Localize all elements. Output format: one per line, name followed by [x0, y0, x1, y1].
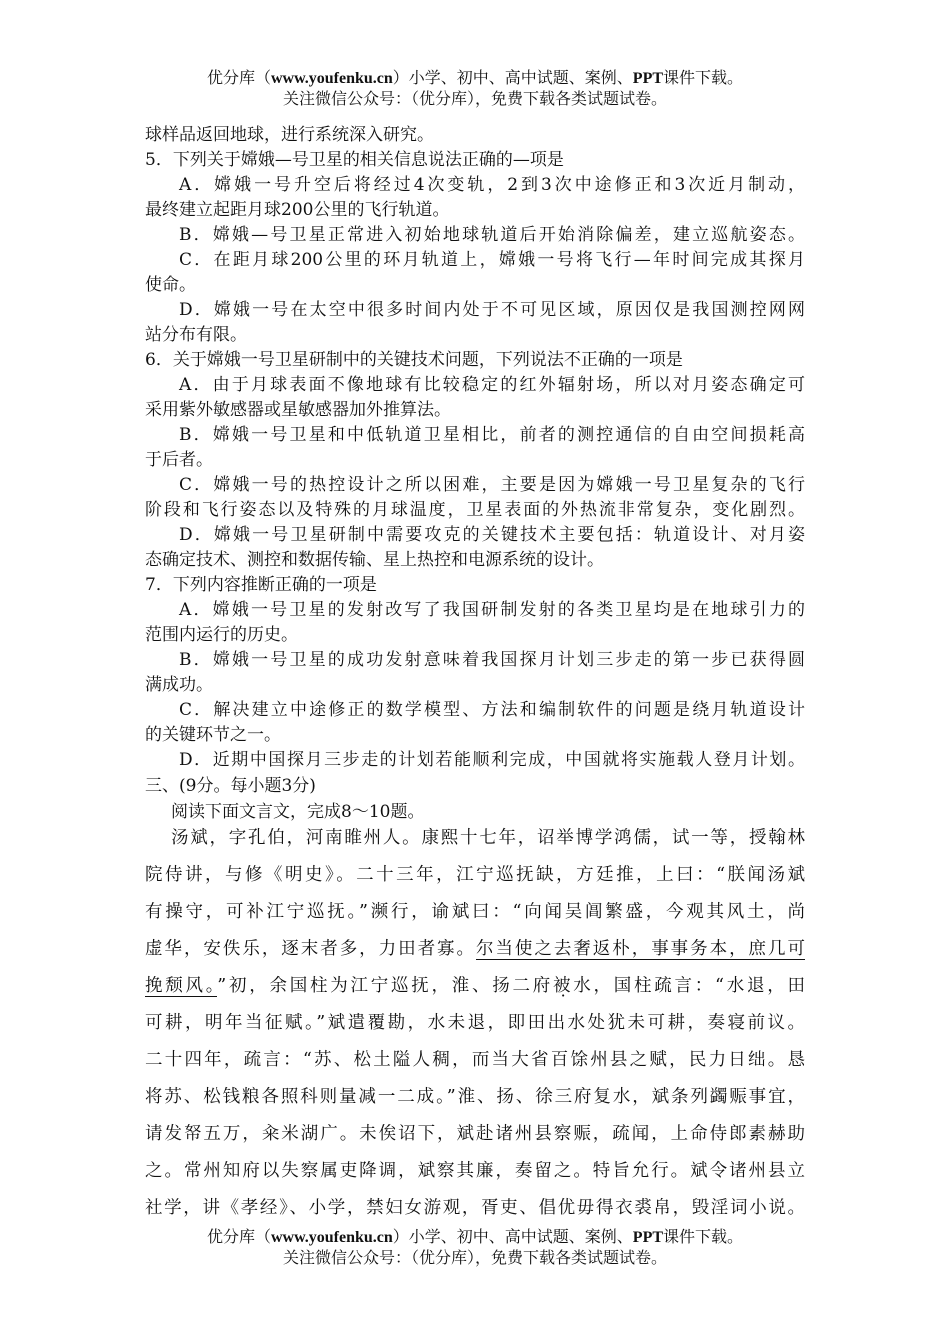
site-url: www.youfenku.cn [270, 1229, 393, 1246]
option-6b-cont: 于后者。 [145, 450, 213, 470]
option-5d-cont: 站分布有限。 [145, 325, 247, 345]
question-7: 7．下列内容推断正确的一项是 [145, 575, 377, 595]
option-7a: A．嫦娥一号卫星的发射改写了我国研制发射的各类卫星均是在地球引力的 [179, 600, 805, 620]
section-title: 三、(9分。每小题3分) [145, 776, 316, 796]
option-6a-cont: 采用紫外敏感器或星敏感器加外推算法。 [145, 400, 451, 420]
option-7b: B．嫦娥一号卫星的成功发射意味着我国探月计划三步走的第一步已获得圆 [179, 650, 805, 670]
option-7d: D．近期中国探月三步走的计划若能顺利完成，中国就将实施载人登月计划。 [179, 750, 805, 770]
underlined-sentence: 尔当使之去奢返朴，事事务本，庶几可 [475, 939, 805, 959]
question-block [145, 123, 805, 825]
page-footer [0, 1227, 950, 1268]
option-7a-cont: 范围内运行的历史。 [145, 625, 298, 645]
option-7c: C．解决建立中途修正的数学模型、方法和编制软件的问题是绕月轨道设计 [179, 700, 805, 720]
classical-line: 可耕，明年当征赋。”斌遣覆勘，水未退，即田出水处犹未可耕，奏寝前议。 [145, 1013, 805, 1033]
classical-line: 请发帑五万，籴米湖广。未俟诏下，斌赴诸州县察赈，疏闻，上命侍郎素赫助 [145, 1124, 805, 1144]
header-line-2: 关注微信公众号：（优分库），免费下载各类试题试卷。 [282, 89, 667, 108]
classical-line: 汤斌，字孔伯，河南睢州人。康熙十七年，诏举博学鸿儒，试一等，授翰林 [171, 828, 805, 848]
option-5c: C．在距月球200公里的环月轨道上，嫦娥一号将飞行—年时间完成其探月 [179, 250, 805, 270]
classical-line: 挽颓风。”初，余国柱为江宁巡抚，淮、扬二府被水，国柱疏言：“水退，田 [145, 976, 805, 996]
classical-line: 院侍讲，与修《明史》。二十三年，江宁巡抚缺，方廷推，上曰：“朕闻汤斌 [145, 865, 805, 885]
classical-line: 将苏、松钱粮各照科则量减一二成。”淮、扬、徐三府复水，斌条列蠲赈事宜， [145, 1087, 805, 1107]
classical-line: 之。常州知府以失察属吏降调，斌察其廉，奏留之。特旨允行。斌令诸州县立 [145, 1161, 805, 1181]
option-6c: C．嫦娥一号的热控设计之所以困难，主要是因为嫦娥一号卫星复杂的飞行 [179, 475, 805, 495]
option-5a-cont: 最终建立起距月球200公里的飞行轨道。 [145, 200, 450, 220]
classical-line: 有操守，可补江宁巡抚。”濒行，谕斌曰：“向闻吴阊繁盛，今观其风土，尚 [145, 902, 805, 922]
site-url: www.youfenku.cn [270, 70, 393, 87]
option-5c-cont: 使命。 [145, 275, 196, 295]
option-5d: D．嫦娥一号在太空中很多时间内处于不可见区域，原因仅是我国测控网网 [179, 300, 805, 320]
underlined-sentence-end: 挽颓风。 [145, 976, 218, 996]
classical-line: 虚华，安佚乐，逐末者多，力田者寡。尔当使之去奢返朴，事事务本，庶几可 [145, 939, 805, 959]
text-line: 球样品返回地球，进行系统深入研究。 [145, 125, 434, 145]
option-5b: B．嫦娥—号卫星正常进入初始地球轨道后开始消除偏差，建立巡航姿态。 [179, 225, 805, 245]
option-7b-cont: 满成功。 [145, 675, 213, 695]
footer-line-1: 优分库（www.youfenku.cn）小学、初中、高中试题、案例、PPT课件下载。 [206, 1227, 744, 1246]
option-6d: D．嫦娥一号卫星研制中需要攻克的关键技术主要包括：轨道设计、对月姿 [179, 525, 805, 545]
option-5a: A．嫦娥一号升空后将经过4次变轨，2到3次中途修正和3次近月制动， [179, 175, 805, 195]
option-6d-cont: 态确定技术、测控和数据传输、星上热控和电源系统的设计。 [145, 550, 604, 570]
header-line-1: 优分库（www.youfenku.cn）小学、初中、高中试题、案例、PPT课件下载。 [206, 68, 744, 87]
classical-text [145, 820, 805, 1227]
question-5: 5．下列关于嫦娥—号卫星的相关信息说法正确的—项是 [145, 150, 564, 170]
footer-line-2: 关注微信公众号：（优分库），免费下载各类试题试卷。 [282, 1248, 667, 1267]
section-instruction: 阅读下面文言文，完成8～10题。 [171, 802, 425, 822]
classical-line: 二十四年，疏言：“苏、松土隘人稠，而当大省百馀州县之赋，民力日绌。恳 [145, 1050, 805, 1070]
option-6a: A．由于月球表面不像地球有比较稳定的红外辐射场，所以对月姿态确定可 [179, 375, 805, 395]
dotted-character: 被 [553, 976, 574, 996]
option-6b: B．嫦娥一号卫星和中低轨道卫星相比，前者的测控通信的自由空间损耗高 [179, 425, 805, 445]
page-header [0, 68, 950, 109]
option-6c-cont: 阶段和飞行姿态以及特殊的月球温度，卫星表面的外热流非常复杂，变化剧烈。 [145, 500, 805, 520]
question-6: 6．关于嫦娥一号卫星研制中的关键技术问题，下列说法不正确的一项是 [145, 350, 683, 370]
classical-line: 社学，讲《孝经》、小学，禁妇女游观，胥吏、倡优毋得衣裘帛，毁淫词小说。 [145, 1198, 805, 1218]
option-7c-cont: 的关键环节之一。 [145, 725, 281, 745]
